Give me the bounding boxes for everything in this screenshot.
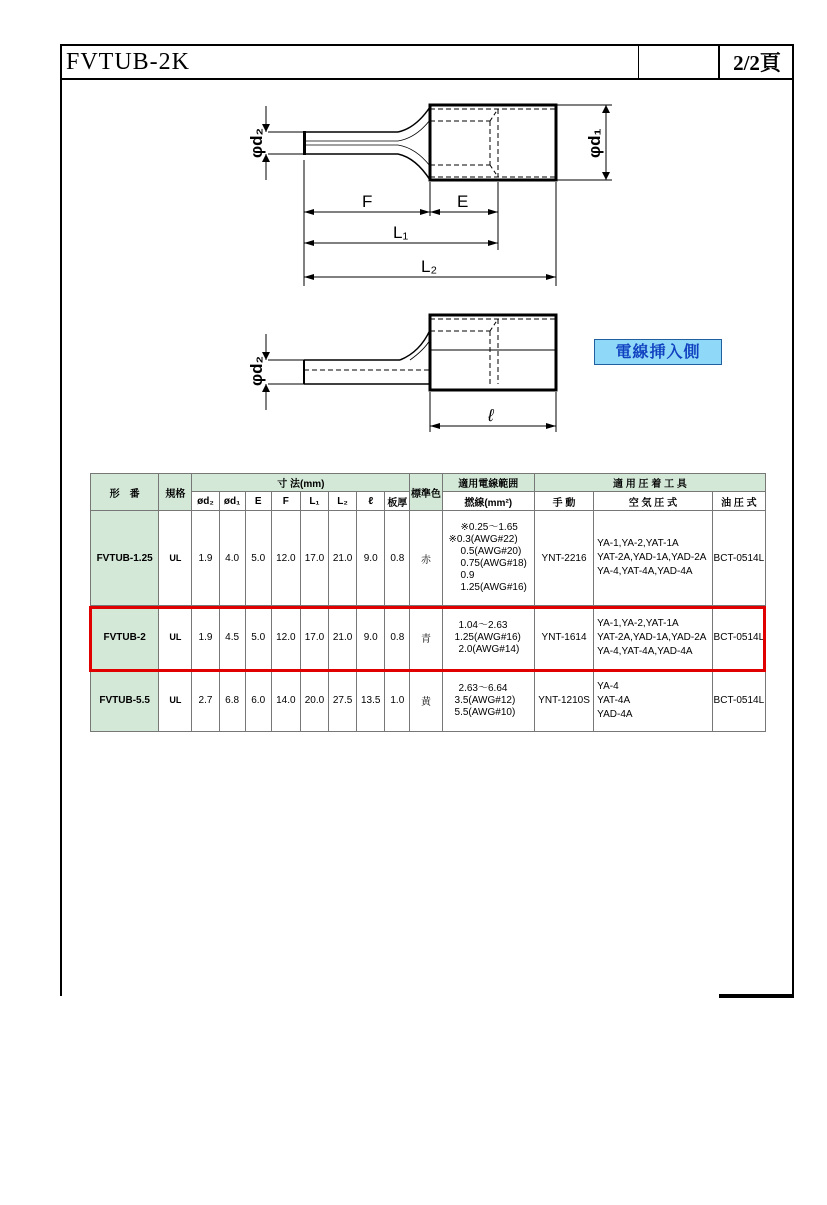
manual-tool-cell: YNT-1614 (534, 606, 593, 670)
wire-range-cell: 1.04～2.63 1.25(AWG#16) 2.0(AWG#14) (442, 606, 534, 670)
E-cell: 5.0 (245, 606, 271, 670)
header-model: 形 番 (91, 474, 159, 511)
spec-table (90, 473, 766, 732)
table-row (91, 511, 766, 606)
E-cell: 6.0 (245, 670, 271, 732)
color-cell: 赤 (410, 511, 442, 606)
L1-cell: 17.0 (300, 606, 328, 670)
header-thickness: 板厚 (385, 492, 410, 511)
label-F: F (362, 192, 373, 211)
header-wire-range: 適用電線範囲 (442, 474, 534, 492)
header-pneumatic: 空 気 圧 式 (594, 492, 713, 511)
d1-cell: 4.0 (219, 511, 245, 606)
footer-rule (719, 994, 794, 998)
F-cell: 12.0 (271, 511, 300, 606)
header-manual: 手 動 (534, 492, 593, 511)
model-cell: FVTUB-2 (91, 606, 159, 670)
header-spec: 規格 (159, 474, 192, 511)
E-cell: 5.0 (245, 511, 271, 606)
d1-cell: 6.8 (219, 670, 245, 732)
header-color: 標準色 (410, 474, 442, 511)
L2-cell: 27.5 (329, 670, 357, 732)
header-F: F (271, 492, 300, 511)
header-L2: L₂ (329, 492, 357, 511)
header-l: ℓ (357, 492, 385, 511)
ul-mark-icon: UL (169, 552, 182, 563)
manual-tool-cell: YNT-1210S (534, 670, 593, 732)
color-cell: 黄 (410, 670, 442, 732)
label-d2-top: φd₂ (247, 127, 266, 158)
F-cell: 12.0 (271, 606, 300, 670)
d1-cell: 4.5 (219, 606, 245, 670)
color-cell: 青 (410, 606, 442, 670)
wire-insertion-side-badge: 電線挿入側 (594, 339, 722, 365)
wire-range-cell: 2.63～6.64 3.5(AWG#12) 5.5(AWG#10) (442, 670, 534, 732)
header-d1: ød₁ (219, 492, 245, 511)
ul-mark-icon: UL (169, 695, 182, 705)
L1-cell: 20.0 (300, 670, 328, 732)
l-cell: 9.0 (357, 606, 385, 670)
hydraulic-tool-cell: BCT-0514L (712, 606, 765, 670)
header-L1: L₁ (300, 492, 328, 511)
header-dimensions: 寸 法(mm) (192, 474, 410, 492)
label-d1: φd₁ (585, 128, 604, 158)
d2-cell: 1.9 (192, 511, 219, 606)
hydraulic-tool-cell: BCT-0514L (712, 511, 765, 606)
thickness-cell: 0.8 (385, 606, 410, 670)
pneumatic-tool-cell: YA-1,YA-2,YAT-1A YAT-2A,YAD-1A,YAD-2A YA-4,YAT-4A,YAD-4A (594, 606, 713, 670)
table-row (91, 670, 766, 732)
d2-cell: 1.9 (192, 606, 219, 670)
thickness-cell: 1.0 (385, 670, 410, 732)
L2-cell: 21.0 (329, 511, 357, 606)
wire-range-cell: ※0.25～1.65 ※0.3(AWG#22) 0.5(AWG#20) 0.75(AWG#18) 0.9 1.25(AWG#16) (442, 511, 534, 606)
header-hydraulic: 油 圧 式 (712, 492, 765, 511)
manual-tool-cell: YNT-2216 (534, 511, 593, 606)
label-l: ℓ (488, 406, 494, 425)
l-cell: 9.0 (357, 511, 385, 606)
header-d2: ød₂ (192, 492, 219, 511)
L2-cell: 21.0 (329, 606, 357, 670)
label-L1: L₁ (393, 223, 409, 242)
label-d2-bottom: φd₂ (247, 355, 266, 386)
header-tools: 適 用 圧 着 工 具 (534, 474, 765, 492)
L1-cell: 17.0 (300, 511, 328, 606)
page-number: 2/2頁 (718, 46, 794, 78)
pneumatic-tool-cell: YA-4 YAT-4A YAD-4A (594, 670, 713, 732)
pneumatic-tool-cell: YA-1,YA-2,YAT-1A YAT-2A,YAD-1A,YAD-2A YA-4,YAT-4A,YAD-4A (594, 511, 713, 606)
label-E: E (457, 192, 469, 211)
technical-drawing (0, 0, 827, 470)
hydraulic-tool-cell: BCT-0514L (712, 670, 765, 732)
model-cell: FVTUB-1.25 (91, 511, 159, 606)
l-cell: 13.5 (357, 670, 385, 732)
F-cell: 14.0 (271, 670, 300, 732)
highlight-box (89, 606, 766, 672)
d2-cell: 2.7 (192, 670, 219, 732)
thickness-cell: 0.8 (385, 511, 410, 606)
ul-mark-icon: UL (169, 632, 182, 642)
header-E: E (245, 492, 271, 511)
header-stranded: 撚線(mm²) (442, 492, 534, 511)
part-number-title: FVTUB-2K (66, 49, 191, 75)
model-cell: FVTUB-5.5 (91, 670, 159, 732)
label-L2: L₂ (421, 257, 438, 276)
